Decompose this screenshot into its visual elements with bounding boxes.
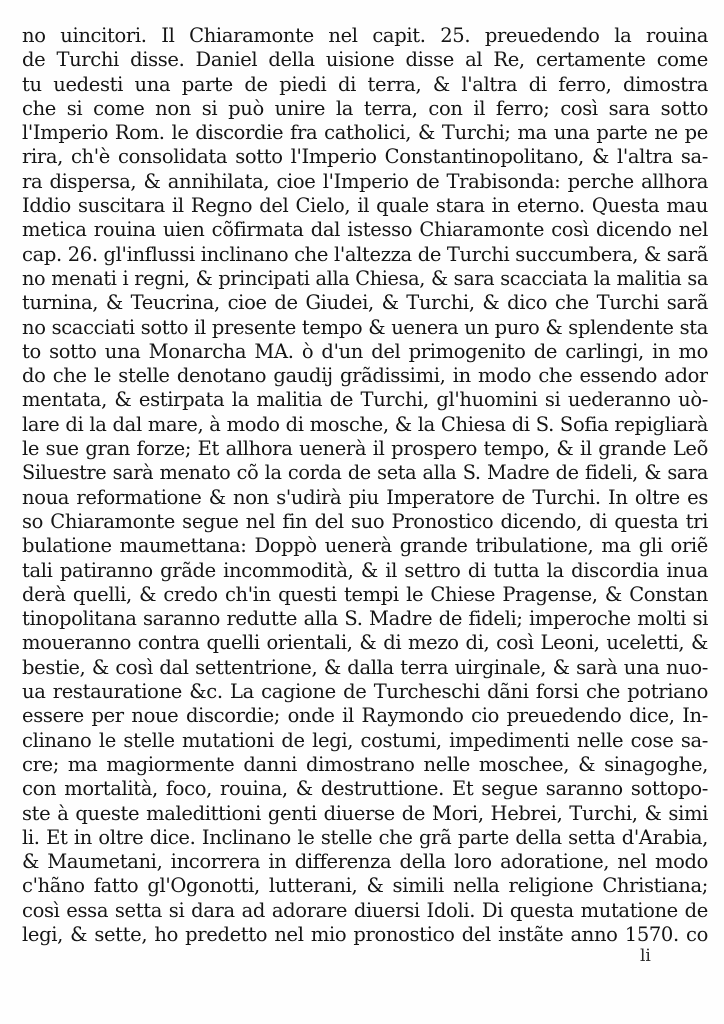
- text-line: rira, ch'è consolidata sotto l'Imperio Constantinopolitano, & l'altra sa-: [22, 145, 708, 169]
- text-line: che si come non si può unire la terra, con il ferro; così sara sotto: [22, 96, 708, 120]
- text-line: cre; ma magiormente danni dimostrano nelle moschee, & sinagoghe,: [22, 752, 708, 776]
- text-line: no menati i regni, & principati alla Chiesa, & sara scacciata la malitia sa: [22, 266, 708, 290]
- text-line: metica rouina uien cõfirmata dal istesso Chiaramonte così dicendo nel: [22, 218, 708, 242]
- text-line: legi, & sette, ho predetto nel mio pronostico del instãte anno 1570. co: [22, 922, 708, 946]
- catchword: li: [640, 946, 651, 966]
- text-line: Siluestre sarà menato cõ la corda de seta alla S. Madre de fideli, & sara: [22, 461, 708, 485]
- text-line: con mortalità, foco, rouina, & destruttione. Et segue saranno sottopo-: [22, 777, 708, 801]
- text-line: de Turchi disse. Daniel della uisione disse al Re, certamente come: [22, 48, 708, 72]
- text-line: no uincitori. Il Chiaramonte nel capit. 25. preuedendo la rouina: [22, 24, 708, 47]
- text-line: così essa setta si dara ad adorare diuersi Idoli. Di questa mutatione de: [22, 898, 708, 922]
- text-line: mentata, & estirpata la malitia de Turchi, gl'huomini si uederanno uò-: [22, 388, 708, 412]
- text-line: tali patiranno grãde incommodità, & il settro di tutta la discordia inua: [22, 558, 708, 582]
- text-line: le sue gran forze; Et allhora uenerà il prospero tempo, & il grande Leõ: [22, 437, 708, 461]
- text-line: li. Et in oltre dice. Inclinano le stelle che grã parte della setta d'Arabia,: [22, 825, 708, 849]
- text-line: Iddio suscitara il Regno del Cielo, il quale stara in eterno. Questa mau: [22, 194, 708, 218]
- text-line: derà quelli, & credo ch'in questi tempi le Chiese Pragense, & Constan: [22, 582, 708, 606]
- text-line: ste à queste maledittioni genti diuerse de Mori, Hebrei, Turchi, & simi: [22, 801, 708, 825]
- text-line: l'Imperio Rom. le discordie fra catholici, & Turchi; ma una parte ne pe: [22, 121, 708, 145]
- text-line: ua restauratione &c. La cagione de Turcheschi dãni forsi che potriano: [22, 680, 708, 704]
- text-line: & Maumetani, incorrera in differenza della loro adoratione, nel modo: [22, 850, 708, 874]
- text-line: c'hãno fatto gl'Ogonotti, lutterani, & simili nella religione Christiana;: [22, 874, 708, 898]
- text-line: no scacciati sotto il presente tempo & uenera un puro & splendente sta: [22, 315, 708, 339]
- text-line: turnina, & Teucrina, cioe de Giudei, & Turchi, & dico che Turchi sarã: [22, 291, 708, 315]
- text-line: moueranno contra quelli orientali, & di mezo di, così Leoni, uceletti, &: [22, 631, 708, 655]
- text-line: so Chiaramonte segue nel fin del suo Pronostico dicendo, di questa tri: [22, 509, 708, 533]
- text-line: lare di la dal mare, à modo di mosche, & la Chiesa di S. Sofia repigliarà: [22, 412, 708, 436]
- text-line: cap. 26. gl'influssi inclinano che l'altezza de Turchi succumbera, & sarã: [22, 242, 708, 266]
- text-line: clinano le stelle mutationi de legi, costumi, impedimenti nelle cose sa-: [22, 728, 708, 752]
- text-line: bestie, & così dal settentrione, & dalla terra uirginale, & sarà una nuo-: [22, 655, 708, 679]
- text-line: do che le stelle denotano gaudij grãdissimi, in modo che essendo ador: [22, 364, 708, 388]
- text-line: noua reformatione & non s'udirà piu Imperatore de Turchi. In oltre es: [22, 485, 708, 509]
- text-line: bulatione maumettana: Doppò uenerà grande tribulatione, ma gli oriẽ: [22, 534, 708, 558]
- body-text: [22, 24, 708, 947]
- text-line: to sotto una Monarcha MA. ò d'un del primogenito de carlingi, in mo: [22, 339, 708, 363]
- text-line: tinopolitana saranno redutte alla S. Madre de fideli; imperoche molti si: [22, 607, 708, 631]
- text-line: tu uedesti una parte de piedi di terra, & l'altra di ferro, dimostra: [22, 72, 708, 96]
- text-line: ra dispersa, & annihilata, cioe l'Imperio de Trabisonda: perche allhora: [22, 169, 708, 193]
- text-line: essere per noue discordie; onde il Raymondo cio preuedendo dice, In-: [22, 704, 708, 728]
